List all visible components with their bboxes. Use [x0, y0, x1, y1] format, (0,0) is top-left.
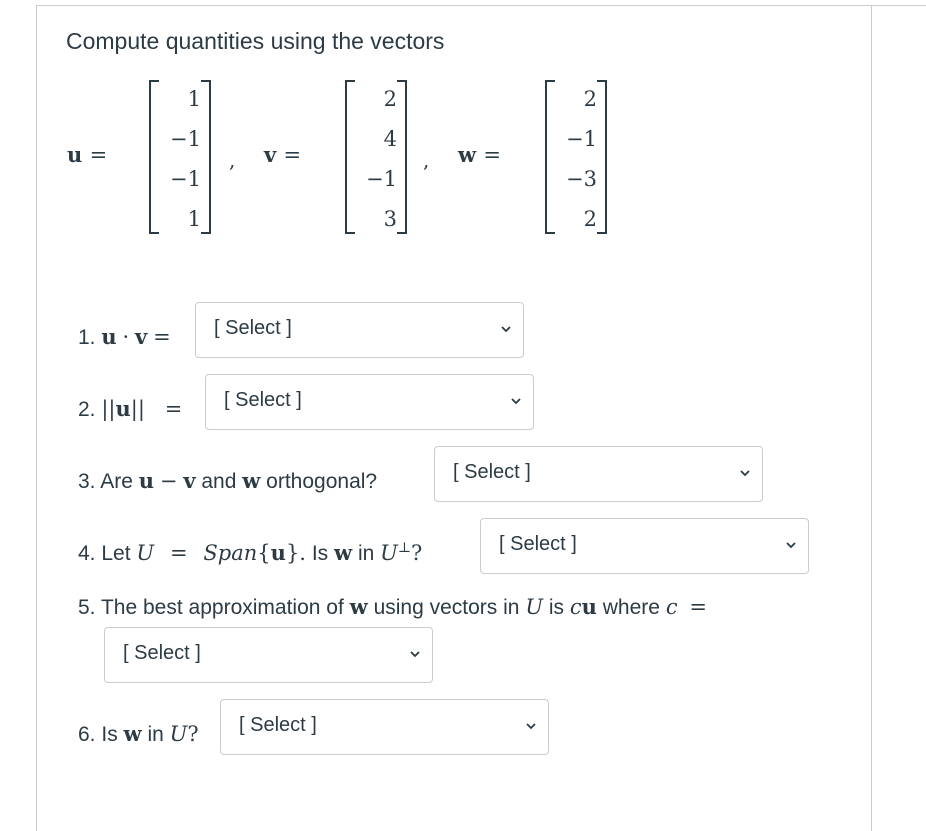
comma: , [423, 148, 430, 172]
vector-v-matrix [345, 80, 407, 232]
divider [872, 5, 926, 6]
vector-v-entry: 3 [383, 207, 397, 231]
vector-v-entry: −1 [366, 167, 397, 191]
vector-w-entry: −3 [566, 167, 597, 191]
vector-u-label: u = [67, 142, 108, 167]
question-5: 5. The best approximation of w using vectors in U is cu where c = [78, 594, 708, 619]
question-6-select[interactable] [220, 699, 549, 755]
question-4-select[interactable] [480, 518, 809, 574]
vector-u-entry: 1 [187, 207, 201, 231]
chevron-down-icon [511, 396, 521, 406]
vector-w-entry: −1 [566, 127, 597, 151]
question-2: 2. ||u|| = [78, 396, 183, 421]
question-title: Compute quantities using the vectors [66, 28, 445, 54]
question-2-select[interactable] [205, 374, 534, 430]
question-5-select[interactable] [104, 627, 433, 683]
chevron-down-icon [501, 324, 511, 334]
comma: , [229, 148, 236, 172]
question-3-select[interactable] [434, 446, 763, 502]
chevron-down-icon [740, 468, 750, 478]
vector-w-entry: 2 [583, 207, 597, 231]
vector-w-matrix [545, 80, 607, 232]
select-value: [ Select ] [499, 533, 577, 555]
vector-v-label: v = [264, 142, 302, 167]
vector-u-entry: −1 [170, 127, 201, 151]
vector-u-entry: −1 [170, 167, 201, 191]
vector-u-entry: 1 [187, 87, 201, 111]
vector-v-entry: 2 [383, 87, 397, 111]
vector-u-matrix [149, 80, 211, 232]
select-value: [ Select ] [214, 317, 292, 339]
vector-v-entry: 4 [383, 127, 397, 151]
chevron-down-icon [410, 649, 420, 659]
chevron-down-icon [526, 721, 536, 731]
question-1-select[interactable] [195, 302, 524, 358]
select-value: [ Select ] [239, 714, 317, 736]
select-value: [ Select ] [123, 642, 201, 664]
vector-w-entry: 2 [583, 87, 597, 111]
question-1: 1. u · v = [78, 324, 171, 349]
select-value: [ Select ] [224, 389, 302, 411]
question-3: 3. Are u − v and w orthogonal? [78, 468, 378, 493]
vector-w-label: w = [458, 142, 501, 167]
chevron-down-icon [786, 540, 796, 550]
question-4: 4. Let U = Span{u}. Is w in U⊥? [78, 540, 423, 565]
select-value: [ Select ] [453, 461, 531, 483]
question-6: 6. Is w in U? [78, 721, 199, 746]
